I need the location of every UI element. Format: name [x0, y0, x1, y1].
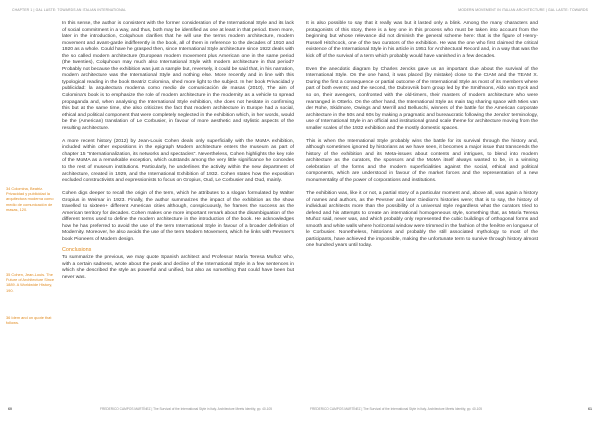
paragraph: In this sense, the author is consistent with the former consideration of the International Style and its lack of social commitment in a way, and thus, both may be identified as one at least in that period. Even more, later in the introduction, Colquhoun clarifies that he will use the terms modern architecture, modern movement and avant-garde indifferently in the book, all of them in reference to the decades of 1910 and 1920 as a whole. Could have he grasped then, since International Style architecture since 1922 deals with the so called modern architecture (European modern movement plus American one in the same period (the twenties), Colquhoun may much also International Style with modern architecture in that period? Probably not because the exhibition was just a sample but, reversely, it could be said that, in his narration, modern architecture was the International Style and nothing else. More recently and in line with this typological reading in the book Beatriz Colomina, shed more light to the subject. In her book Privacidad y publicidad: la arquitectura moderna como medio de comunicación de masas (2010), The aim of Colomina's book is to emphasize the role of modern architecture in the modernity as a vehicle to spread propaganda and, when analysing the International Style exhibition, she does not hesitate in confirming this but at the same time, she also criticizes the fact that modern architecture in Europe had a social, ethical and political component that were completely neglected in the exhibition which, in her words, would be the (American) translation of Le Corbusier, in favour of more aesthetic and stylistic aspects of the resulting architecture. — [62, 21, 294, 131]
conclusions-heading: Conclusions — [62, 246, 92, 253]
page-number-right: 61 — [588, 407, 592, 411]
footer-right: FREDERICO CAMPOS MARTÍNEZ | The Survival of the International Style in Italy. Architecture Meets Identity, pp. 40-105 — [310, 407, 483, 411]
running-header-left: CHAPTER 1 | GAL LASTE: TOWARDS AN ITALIAN INTERNATIONAL — [12, 8, 127, 12]
footnote-36: 36 Idem and on quote that follows. — [6, 315, 52, 326]
footnote-34: 34 Colomina, Beatriz. Privacidad y publicidad la arquitectura moderna como medio de comunicación de masas, 120. — [6, 186, 54, 212]
paragraph: It is also possible to say that it really was but it lasted only a blink. Among the many characters and protagonists of this story, there is a key one in this process who must be taken into account from the beginning but whose relevance did not diminish the general scheme here: that is the figure of Henry-Russell Hitchcock, one of the two curators of the exhibition. He was the one who first claimed the critical existence of the International Style in his article in 1951 for Architectural Record and, in a way that was the kick off of the survival of a term which probably would have vanished in a few decades. — [306, 21, 538, 59]
footer-left: FREDERICO CAMPOS MARTÍNEZ | The Survival of the International Style in Italy. Architecture Meets Identity, pp. 40-105 — [100, 407, 273, 411]
page-number-left: 60 — [8, 407, 12, 411]
conclusions-paragraph: To summarize the previous, we may quote Spanish architect and Professor María Teresa Muñoz who, with a certain sadness, wrote about the peak and decline of the International Style in a few sentences in which she described the style as powerful and unified, but also as something that could have been but never was. — [62, 255, 294, 280]
paragraph: This is when the International Style probably wins the battle for its survival through the history and, although sometimes ignored by historians as we have seen, it becomes a major issue that transcends the history of the exhibition and its Meta-issues about contents and intrigues, to blend into modern architecture as the curators, the sponsors and the MoMA itself always wanted to be, in a winning celebration of the forms and the modern superficialities against the social, ethical and political components, which are understood in favour of the market forces and the representation of a new monumentality of the power of corporations and institutions. — [306, 138, 538, 184]
left-body-text — [62, 21, 294, 281]
right-page — [300, 0, 600, 424]
footnote-35: 35 Cohen, Jean-Louis. The Future of Architecture Since 1889. A Worldwide History, 190. — [6, 272, 55, 293]
paragraph: Even the anecdotic diagram by Charles Jencks gave us an important clue about the survival of the International Style. On the one hand, it was placed (by mistake) close to the CIAM and the TEAM X. During the first a consequence or partial outcome of the International Style as most of its members where part of both events; and the second, the Dubrovnik born group led by the Smithsons, Aldo van Eyck and so on, their avengers, confronted with the old-timers, their masters of modern architecture who were rearranged in Otterlo. On the other hand, the International Style as main tag sharing space with Mies van der Rohe, Skidmore, Owings and Merrill and Belluschi, winners of the battle for the American corporate architecture in the 50s and 60s by making a pragmatic and bureaucratic following the Jencks' terminology, use of International Style in an official and institutional grand scale theme for architecture moving from the smaller scales of the 1932 exhibition and the mostly domestic spaces. — [306, 66, 538, 131]
right-body-text — [306, 21, 538, 250]
running-header-right: MODERN MOVEMENT IN ITALIAN ARCHITECTURE | GAL LASTE: TOWARDS — [458, 8, 588, 12]
paragraph: Cohen digs deeper to recall the origin of the term, which he attributes to a slogan formulated by Walter Gropius in Weimar in 1923. Finally, the author summarizes the impact of the exhibition as the show travelled to sixteen+ different American cities although, conspicuously, he frames the success as the American territory for decades. Cohen makes one more important remark about the disambiguation of the different terms used to define the modern architecture in the introduction of the book. He acknowledges how he has preferred to avoid the use of the term International Style in favour of a broader definition of Modernity. Moreover, he also avoids the use of the term Modern Movement, which he links with Pevsner's book Pioneers of Modern design. — [62, 191, 294, 242]
paragraph: A more recent history (2012) by Jean-Louis Cohen deals only superficially with the MoMA exhibition, included within other expositions in the epigraph Modern architecture enters the museum as part of chapter 15 "Internationalization, its networks and spectacles". Nevertheless, Cohen highlights the key role of the MoMA as a remarkable exception, which outstands among the very little significance he concedes to the rest of museum institutions. Particularly, he underlines the activity within the new department of architecture, created in 1929, and the International Exhibition of 1932. Cohen states how the exposition excluded constructivists and expressionists to focus on Gropius, Oud, Le Corbusier and Oud, mainly. — [62, 138, 294, 184]
paragraph: The exhibition was, like it or not, a partial story of a particular moment and, above all, was again a history of names and authors, as the Pevsner and later Giedion's histories were; that is to say, the history of individual architects more than the possibility of a universal style regardless what the curators tried to defend and his attempts to create an international homogeneous style, something that, as María Teresa Muñoz said, never was, and which probably only represented the cubic buildings of orthogonal forms and smooth and white walls where horizontal window were trimmed in the fashion of the fenêtre en longueur of le Corbusier. Nonetheless, historians and probably the still associated mythology to most of the participants, have achieved the impossible, making the unfortunate term to survive through history almost one hundred years until today. — [306, 191, 538, 249]
